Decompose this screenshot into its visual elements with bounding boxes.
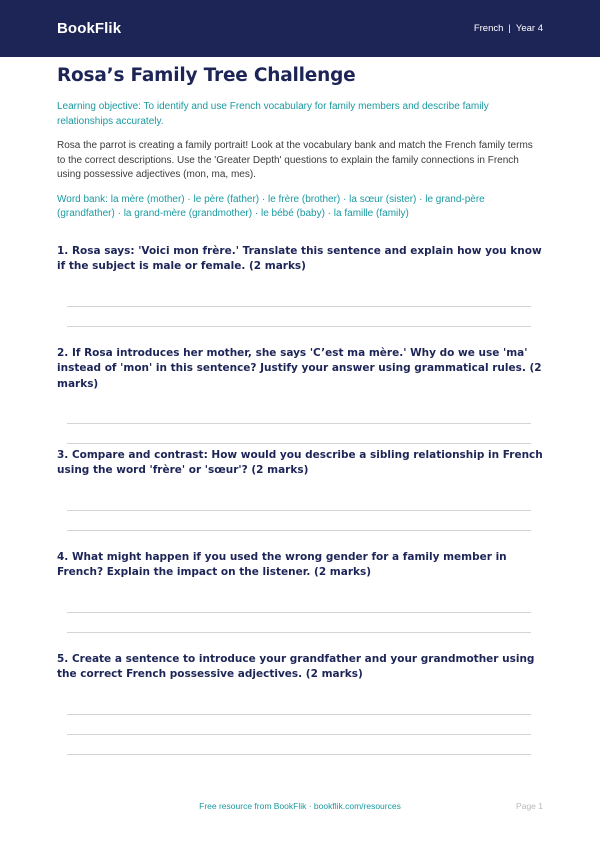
answer-line — [67, 443, 531, 444]
intro-paragraph: Rosa the parrot is creating a family portrait! Look at the vocabulary bank and match the French family terms to the correct descriptions. Use the 'Greater Depth' questions to explain the family connections in French using possessive adjectives (mon, ma, mes). — [57, 140, 533, 180]
answer-line — [67, 734, 531, 735]
question-5 — [57, 652, 543, 754]
page-number: Page 1 — [516, 801, 543, 811]
question-3 — [57, 448, 543, 550]
question-text: 4. What might happen if you used the wrong gender for a family member in French? Explain the impact on the listener. (2 marks) — [57, 550, 507, 578]
subject-label: French — [473, 23, 504, 34]
question-text: 5. Create a sentence to introduce your grandfather and your grandmother using the correct French possessive adjectives. (2 marks) — [57, 652, 535, 680]
header-bar — [0, 0, 600, 57]
question-2 — [57, 346, 543, 448]
worksheet-content — [57, 65, 543, 754]
word-bank: Word bank: la mère (mother) · le père (father) · le frère (brother) · la sœur (sister) · le grand-père (grandfather) · la grand-mère (grandmother) · le bébé (baby) · la famille (family) — [57, 193, 485, 219]
question-text: 1. Rosa says: 'Voici mon frère.' Translate this sentence and explain how you know if the subject is male or female. (2 marks) — [57, 244, 542, 272]
answer-line — [67, 612, 531, 613]
answer-line — [67, 510, 531, 511]
question-1 — [57, 244, 543, 346]
brand-logo: BookFlik — [57, 20, 122, 37]
question-text: 3. Compare and contrast: How would you describe a sibling relationship in French using the word 'frère' or 'sœur'? (2 marks) — [57, 448, 543, 476]
answer-line — [67, 423, 531, 424]
answer-lines[interactable] — [67, 714, 531, 755]
answer-line — [67, 306, 531, 307]
page-title: Rosa’s Family Tree Challenge — [57, 65, 356, 86]
learning-objective: Learning objective: To identify and use French vocabulary for family members and describe family relationships accurately. — [57, 101, 489, 127]
separator: | — [508, 23, 511, 34]
question-4 — [57, 550, 543, 652]
answer-line — [67, 326, 531, 327]
subject-year-label — [474, 23, 543, 34]
answer-lines[interactable] — [67, 612, 531, 633]
answer-line — [67, 632, 531, 633]
answer-line — [67, 714, 531, 715]
answer-lines[interactable] — [67, 510, 531, 531]
footer — [0, 801, 600, 815]
question-text: 2. If Rosa introduces her mother, she says 'C’est ma mère.' Why do we use 'ma' instead of 'mon' in this sentence? Justify your answer using grammatical rules. (2 marks) — [57, 346, 542, 390]
answer-line — [67, 530, 531, 531]
year-label: Year 4 — [515, 23, 543, 34]
footer-resource-link[interactable]: Free resource from BookFlik · bookflik.com/resources — [199, 801, 401, 811]
answer-lines[interactable] — [67, 423, 531, 444]
answer-lines[interactable] — [67, 306, 531, 327]
answer-line — [67, 754, 531, 755]
